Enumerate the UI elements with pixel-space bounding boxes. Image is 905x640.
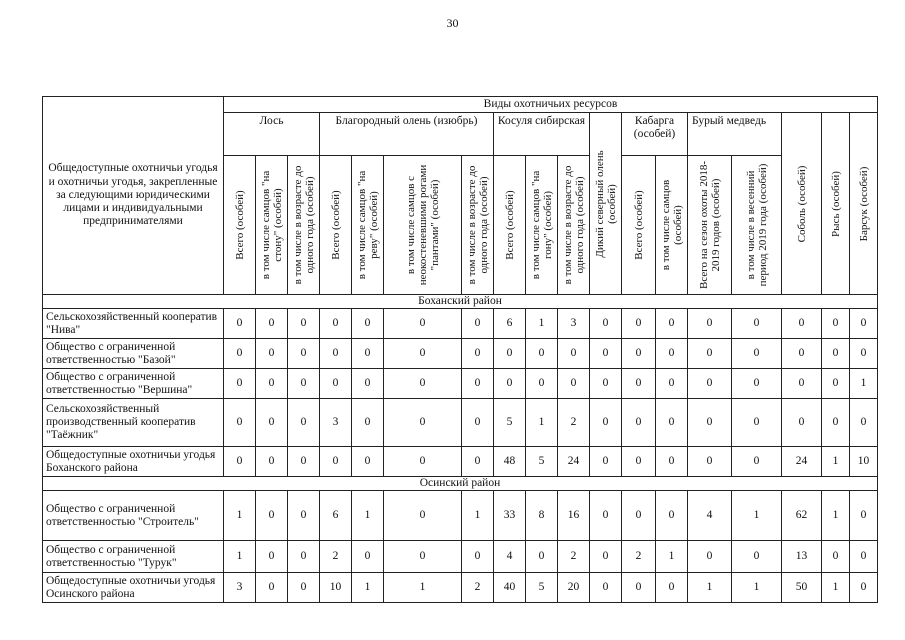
col-header-musk-deer-males: в том числе самцов (особей) <box>656 156 688 295</box>
col-header-bear-spring: в том числе в весенний период 2019 года (особей) <box>732 156 782 295</box>
row-value: 0 <box>688 369 732 399</box>
row-value: 4 <box>688 491 732 541</box>
row-value: 0 <box>526 339 558 369</box>
row-value: 0 <box>782 369 822 399</box>
row-value: 0 <box>288 339 320 369</box>
row-value: 0 <box>224 339 256 369</box>
row-value: 0 <box>256 399 288 447</box>
row-value: 0 <box>590 541 622 573</box>
row-value: 0 <box>732 399 782 447</box>
row-value: 0 <box>822 309 850 339</box>
row-value: 0 <box>656 573 688 603</box>
row-value: 6 <box>494 309 526 339</box>
table-row <box>43 573 878 603</box>
page-number: 30 <box>446 16 459 30</box>
row-value: 0 <box>462 541 494 573</box>
row-value: 0 <box>320 369 352 399</box>
row-value: 0 <box>224 309 256 339</box>
row-value: 0 <box>622 491 656 541</box>
group-header-moose: Лось <box>224 113 320 156</box>
row-value: 2 <box>320 541 352 573</box>
row-value: 0 <box>288 369 320 399</box>
row-value: 0 <box>288 447 320 477</box>
row-value: 0 <box>688 309 732 339</box>
row-value: 0 <box>688 447 732 477</box>
row-value: 0 <box>256 447 288 477</box>
row-value: 0 <box>384 447 462 477</box>
row-value: 0 <box>850 309 878 339</box>
row-name: Общество с ограниченной ответственностью "Вершина" <box>43 369 224 399</box>
row-value: 0 <box>384 339 462 369</box>
row-value: 0 <box>558 369 590 399</box>
row-value: 1 <box>224 541 256 573</box>
table-row <box>43 339 878 369</box>
hunting-resources-table <box>42 96 878 603</box>
row-value: 40 <box>494 573 526 603</box>
row-value: 0 <box>590 447 622 477</box>
row-value: 10 <box>850 447 878 477</box>
row-value: 0 <box>590 573 622 603</box>
row-value: 0 <box>288 309 320 339</box>
row-value: 0 <box>224 447 256 477</box>
row-value: 0 <box>352 369 384 399</box>
table-row <box>43 541 878 573</box>
district-row <box>43 477 878 491</box>
col-header-red-deer-males: в том числе самцов "на реву" (особей) <box>352 156 384 295</box>
row-value: 1 <box>688 573 732 603</box>
row-value: 0 <box>822 399 850 447</box>
row-value: 2 <box>622 541 656 573</box>
table-row <box>43 309 878 339</box>
row-value: 0 <box>256 369 288 399</box>
row-value: 0 <box>850 399 878 447</box>
row-value: 0 <box>320 447 352 477</box>
row-value: 0 <box>288 541 320 573</box>
row-value: 16 <box>558 491 590 541</box>
row-value: 24 <box>782 447 822 477</box>
col-header-red-deer-young: в том числе в возрасте до одного года (особей) <box>462 156 494 295</box>
row-value: 0 <box>782 399 822 447</box>
row-value: 3 <box>320 399 352 447</box>
row-value: 0 <box>256 541 288 573</box>
row-name: Общедоступные охотничьи угодья Боханского района <box>43 447 224 477</box>
name-column-header: Общедоступные охотничьи угодья и охотничьи угодья, закрепленные за следующими юридическими лицами и индивидуальными предпринимателями <box>43 97 224 295</box>
row-name: Общество с ограниченной ответственностью "Турук" <box>43 541 224 573</box>
table-row <box>43 447 878 477</box>
row-value: 0 <box>622 447 656 477</box>
row-value: 0 <box>352 447 384 477</box>
row-value: 24 <box>558 447 590 477</box>
col-header-roe-deer-young: в том числе в возрасте до одного года (особей) <box>558 156 590 295</box>
row-value: 0 <box>224 399 256 447</box>
col-header-moose-total: Всего (особей) <box>224 156 256 295</box>
row-value: 0 <box>656 309 688 339</box>
row-value: 0 <box>384 369 462 399</box>
row-value: 3 <box>224 573 256 603</box>
group-header-red-deer: Благородный олень (изюбрь) <box>320 113 494 156</box>
row-value: 2 <box>558 399 590 447</box>
row-value: 0 <box>352 541 384 573</box>
district-name: Осинский район <box>43 477 878 491</box>
row-value: 6 <box>320 491 352 541</box>
row-value: 0 <box>688 541 732 573</box>
row-value: 1 <box>656 541 688 573</box>
row-value: 0 <box>782 339 822 369</box>
row-value: 1 <box>850 369 878 399</box>
row-value: 0 <box>590 339 622 369</box>
row-value: 0 <box>850 491 878 541</box>
row-value: 0 <box>850 339 878 369</box>
col-header-sable: Соболь (особей) <box>782 113 822 295</box>
row-value: 0 <box>590 369 622 399</box>
row-value: 0 <box>462 309 494 339</box>
table-row <box>43 399 878 447</box>
table-body <box>43 295 878 603</box>
row-value: 20 <box>558 573 590 603</box>
row-value: 0 <box>782 309 822 339</box>
row-value: 1 <box>822 491 850 541</box>
col-header-roe-deer-males: в том числе самцов "на гону" (особей) <box>526 156 558 295</box>
row-value: 0 <box>822 339 850 369</box>
row-value: 5 <box>526 447 558 477</box>
row-value: 0 <box>352 399 384 447</box>
col-header-moose-males: в том числе самцов "на стону" (особей) <box>256 156 288 295</box>
table-title: Виды охотничьих ресурсов <box>224 97 878 113</box>
col-header-lynx: Рысь (особей) <box>822 113 850 295</box>
row-value: 0 <box>732 369 782 399</box>
row-value: 0 <box>526 541 558 573</box>
row-value: 0 <box>622 309 656 339</box>
row-value: 48 <box>494 447 526 477</box>
row-value: 0 <box>558 339 590 369</box>
row-name: Общество с ограниченной ответственностью "Базой" <box>43 339 224 369</box>
row-value: 3 <box>558 309 590 339</box>
row-name: Сельскохозяйственный производственный кооператив "Таёжник" <box>43 399 224 447</box>
row-value: 0 <box>590 399 622 447</box>
group-header-brown-bear: Бурый медведь <box>688 113 782 156</box>
row-value: 1 <box>526 309 558 339</box>
row-value: 1 <box>526 399 558 447</box>
row-value: 0 <box>622 369 656 399</box>
row-value: 1 <box>732 573 782 603</box>
col-header-reindeer: Дикий северный олень (особей) <box>590 113 622 295</box>
row-value: 0 <box>656 399 688 447</box>
row-value: 0 <box>732 447 782 477</box>
row-value: 0 <box>822 541 850 573</box>
row-name: Сельскохозяйственный кооператив "Нива" <box>43 309 224 339</box>
row-value: 0 <box>462 399 494 447</box>
row-value: 5 <box>494 399 526 447</box>
col-header-moose-young: в том числе в возрасте до одного года (особей) <box>288 156 320 295</box>
row-value: 0 <box>822 369 850 399</box>
row-value: 8 <box>526 491 558 541</box>
row-value: 0 <box>590 309 622 339</box>
row-value: 1 <box>462 491 494 541</box>
col-header-badger: Барсук (особей) <box>850 113 878 295</box>
row-value: 0 <box>320 309 352 339</box>
row-value: 0 <box>656 339 688 369</box>
row-value: 0 <box>656 369 688 399</box>
row-value: 0 <box>256 339 288 369</box>
row-value: 0 <box>462 339 494 369</box>
row-value: 0 <box>256 573 288 603</box>
row-value: 2 <box>462 573 494 603</box>
row-value: 0 <box>850 541 878 573</box>
row-value: 0 <box>462 369 494 399</box>
row-value: 0 <box>526 369 558 399</box>
row-value: 0 <box>288 573 320 603</box>
row-value: 0 <box>384 309 462 339</box>
row-value: 33 <box>494 491 526 541</box>
table-row <box>43 491 878 541</box>
table-row <box>43 369 878 399</box>
row-value: 4 <box>494 541 526 573</box>
row-value: 0 <box>288 491 320 541</box>
row-value: 0 <box>320 339 352 369</box>
col-header-roe-deer-total: Всего (особей) <box>494 156 526 295</box>
row-name: Общество с ограниченной ответственностью "Строитель" <box>43 491 224 541</box>
row-value: 0 <box>494 369 526 399</box>
row-value: 5 <box>526 573 558 603</box>
row-value: 0 <box>352 339 384 369</box>
row-value: 0 <box>732 541 782 573</box>
row-value: 1 <box>384 573 462 603</box>
row-value: 0 <box>622 573 656 603</box>
group-header-roe-deer: Косуля сибирская <box>494 113 590 156</box>
row-value: 1 <box>732 491 782 541</box>
row-value: 1 <box>224 491 256 541</box>
row-value: 0 <box>256 309 288 339</box>
row-value: 1 <box>352 573 384 603</box>
row-name: Общедоступные охотничьи угодья Осинского района <box>43 573 224 603</box>
row-value: 0 <box>732 339 782 369</box>
row-value: 0 <box>494 339 526 369</box>
row-value: 0 <box>850 573 878 603</box>
row-value: 0 <box>224 369 256 399</box>
row-value: 0 <box>688 399 732 447</box>
col-header-bear-season: Всего на сезон охоты 2018-2019 годов (особей) <box>688 156 732 295</box>
row-value: 0 <box>384 541 462 573</box>
row-value: 1 <box>822 573 850 603</box>
row-value: 0 <box>590 491 622 541</box>
row-value: 0 <box>688 339 732 369</box>
row-value: 1 <box>352 491 384 541</box>
row-value: 62 <box>782 491 822 541</box>
col-header-red-deer-antlers: в том числе самцов с неокостеневшими рогами "пантами" (особей) <box>384 156 462 295</box>
row-value: 0 <box>622 399 656 447</box>
row-value: 0 <box>256 491 288 541</box>
col-header-red-deer-total: Всего (особей) <box>320 156 352 295</box>
row-value: 2 <box>558 541 590 573</box>
col-header-musk-deer-total: Всего (особей) <box>622 156 656 295</box>
row-value: 0 <box>384 399 462 447</box>
district-row <box>43 295 878 309</box>
row-value: 0 <box>352 309 384 339</box>
row-value: 0 <box>384 491 462 541</box>
row-value: 10 <box>320 573 352 603</box>
row-value: 0 <box>732 309 782 339</box>
row-value: 13 <box>782 541 822 573</box>
group-header-musk-deer: Кабарга (особей) <box>622 113 688 156</box>
row-value: 0 <box>288 399 320 447</box>
row-value: 0 <box>462 447 494 477</box>
row-value: 0 <box>656 447 688 477</box>
row-value: 1 <box>822 447 850 477</box>
row-value: 50 <box>782 573 822 603</box>
district-name: Боханский район <box>43 295 878 309</box>
row-value: 0 <box>622 339 656 369</box>
row-value: 0 <box>656 491 688 541</box>
